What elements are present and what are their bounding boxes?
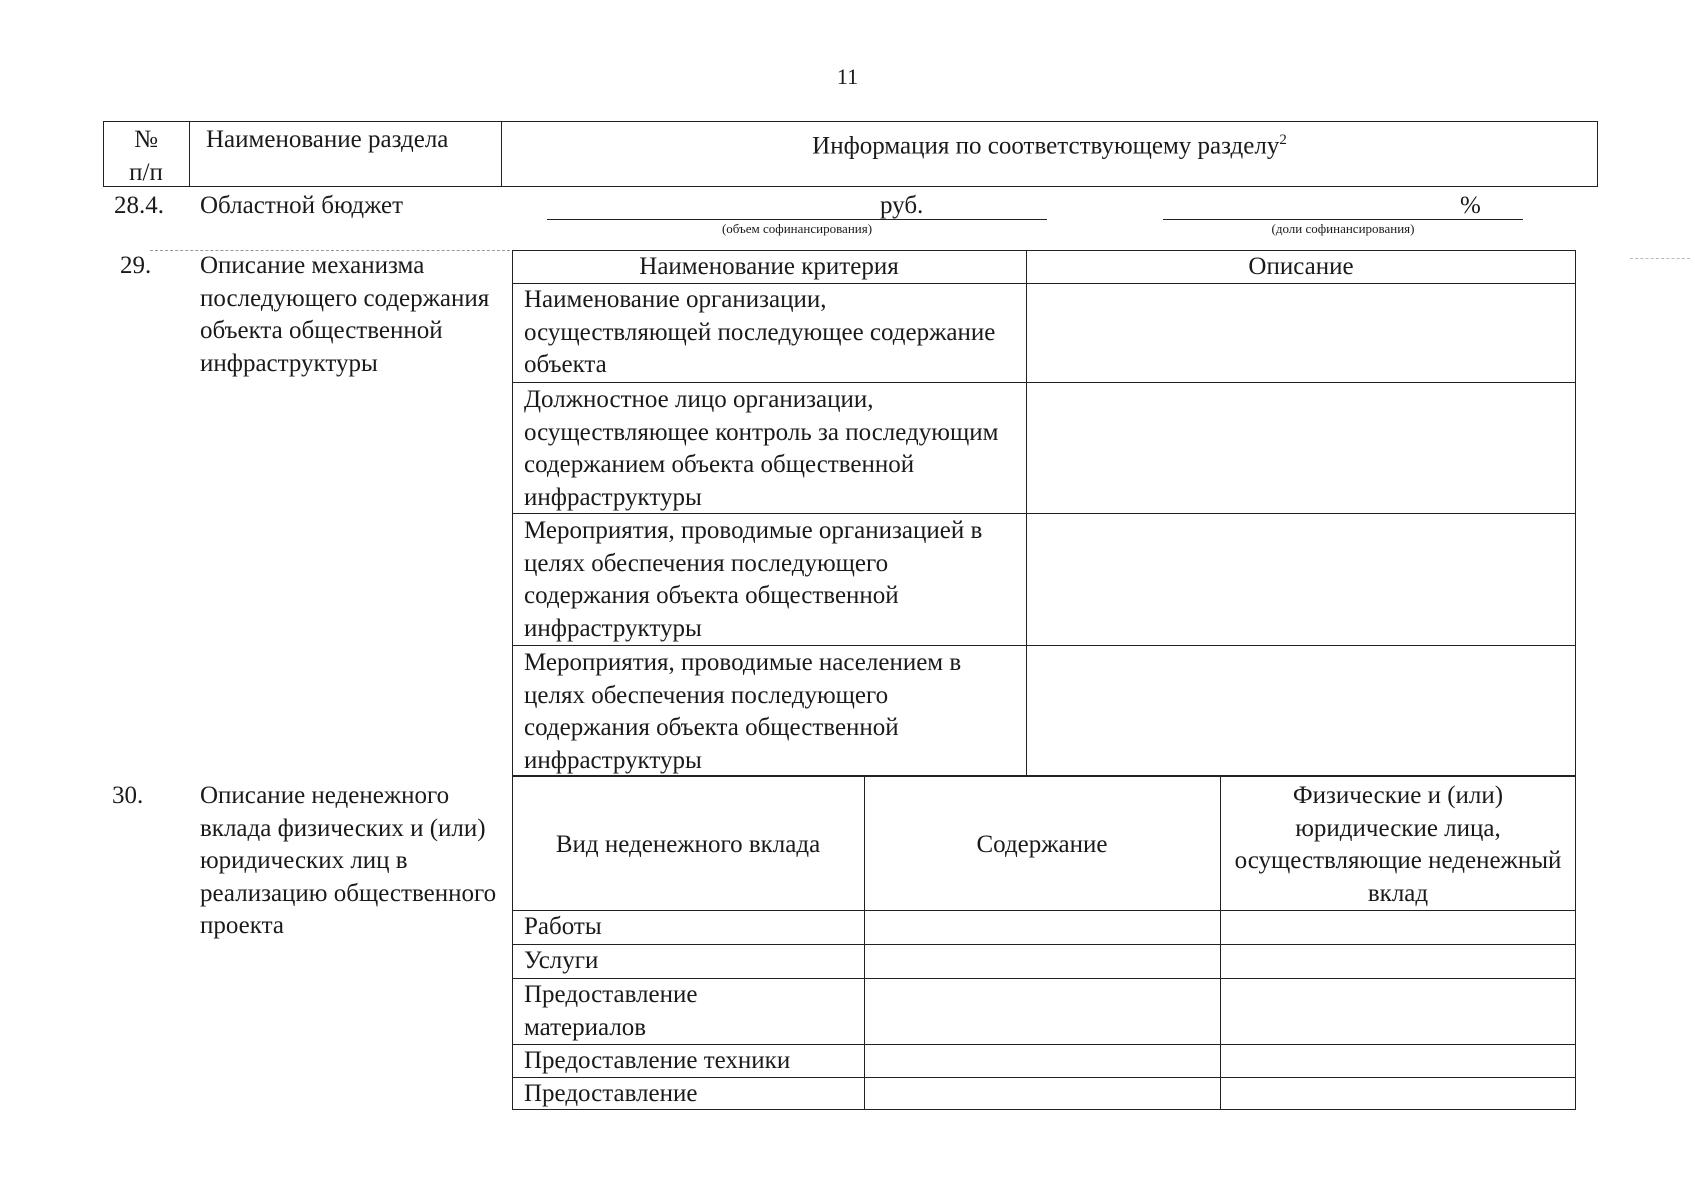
- footnote-marker: 2: [1279, 132, 1287, 148]
- contribution-row-materials: Предоставление материалов: [524, 981, 698, 1041]
- row-28-4-title: Областной бюджет: [200, 192, 404, 219]
- criteria-header-description: Описание: [1248, 253, 1354, 280]
- header-col-section: Наименование раздела: [206, 126, 449, 153]
- contribution-header-persons: Физические и (или) юридические лица, осуществляющие неденежный вклад: [1234, 782, 1562, 907]
- row-29-num: 29.: [120, 252, 152, 279]
- row-28-4-num: 28.4.: [114, 192, 164, 219]
- rub-caption: (объем софинансирования): [721, 221, 873, 236]
- contribution-header-type: Вид неденежного вклада: [555, 831, 821, 858]
- criteria-row-1: Наименование организации, осуществляющей последующее содержание объекта: [524, 286, 996, 378]
- header-col-num: № п/п: [129, 126, 163, 186]
- criteria-row-4: Мероприятия, проводимые населением в целях обеспечения последующего содержания объекта общественной инфраструктуры: [524, 649, 962, 774]
- contribution-row-services: Услуги: [524, 947, 599, 974]
- criteria-row-2: Должностное лицо организации, осуществляющее контроль за последующим содержанием объекта общественной инфраструктуры: [524, 386, 999, 511]
- header-col-info-text: Информация по соответствующему разделу: [812, 132, 1280, 160]
- row-30-title: Описание неденежного вклада физических и (или) юридических лиц в реализацию общественного проекта: [200, 782, 497, 939]
- criteria-header-name: Наименование критерия: [639, 253, 899, 280]
- pct-caption: (доли софинансирования): [1271, 221, 1415, 236]
- criteria-row-3: Мероприятия, проводимые организацией в целях обеспечения последующего содержания объекта общественной инфраструктуры: [524, 517, 983, 642]
- contribution-header-content: Содержание: [976, 831, 1108, 858]
- header-col-info: [501, 124, 1598, 163]
- row-30-num: 30.: [112, 782, 144, 809]
- contribution-row-works: Работы: [524, 913, 602, 940]
- rub-underline: [547, 219, 1047, 220]
- row-29-title: Описание механизма последующего содержания объекта общественной инфраструктуры: [200, 252, 490, 377]
- pct-label: %: [1460, 192, 1481, 219]
- contribution-row-provision: Предоставление: [524, 1080, 698, 1107]
- contribution-row-equipment: Предоставление техники: [524, 1047, 791, 1074]
- page-number: 11: [836, 64, 859, 89]
- rub-label: руб.: [880, 192, 924, 219]
- scan-dash-right: [1630, 258, 1690, 259]
- pct-underline: [1163, 219, 1523, 220]
